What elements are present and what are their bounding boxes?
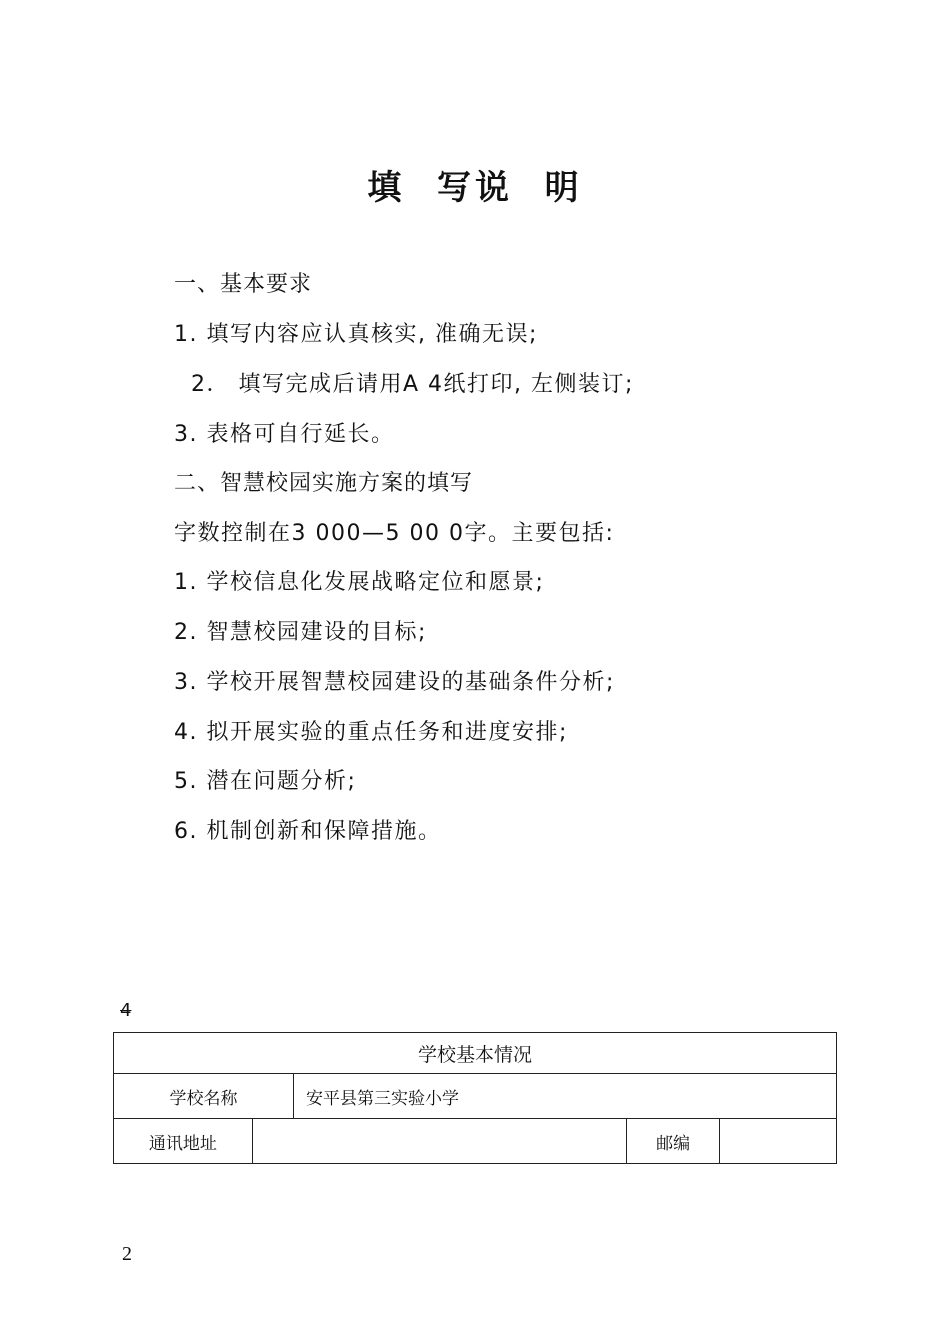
requirement-item: 3. 表格可自行延长。 — [174, 422, 395, 447]
paragraph-mark: 4 — [120, 1000, 132, 1021]
section-heading-plan: 二、智慧校园实施方案的填写 — [174, 471, 474, 496]
plan-item: 1. 学校信息化发展战略定位和愿景; — [174, 570, 545, 595]
postcode-value[interactable] — [720, 1119, 837, 1164]
page-number: 2 — [122, 1243, 132, 1265]
plan-item: 4. 拟开展实验的重点任务和进度安排; — [174, 720, 568, 745]
plan-intro: 字数控制在3 000—5 00 0字。主要包括: — [174, 521, 615, 546]
section-heading-basic-requirements: 一、基本要求 — [174, 272, 313, 297]
school-name-value[interactable]: 安平县第三实验小学 — [294, 1074, 837, 1119]
school-info-table — [113, 1032, 837, 1164]
postcode-label: 邮编 — [627, 1119, 720, 1164]
plan-item: 6. 机制创新和保障措施。 — [174, 819, 442, 844]
school-name-label: 学校名称 — [114, 1074, 294, 1119]
plan-item: 3. 学校开展智慧校园建设的基础条件分析; — [174, 670, 615, 695]
table-heading: 学校基本情况 — [114, 1033, 837, 1074]
address-label: 通讯地址 — [114, 1119, 253, 1164]
requirement-item: 1. 填写内容应认真核实, 准确无误; — [174, 322, 538, 347]
address-value[interactable] — [252, 1119, 626, 1164]
page-title: 填 写说 明 — [367, 168, 583, 208]
requirement-item: 2． 填写完成后请用A 4纸打印, 左侧装订; — [174, 372, 634, 397]
plan-item: 5. 潜在问题分析; — [174, 769, 357, 794]
plan-item: 2. 智慧校园建设的目标; — [174, 620, 427, 645]
